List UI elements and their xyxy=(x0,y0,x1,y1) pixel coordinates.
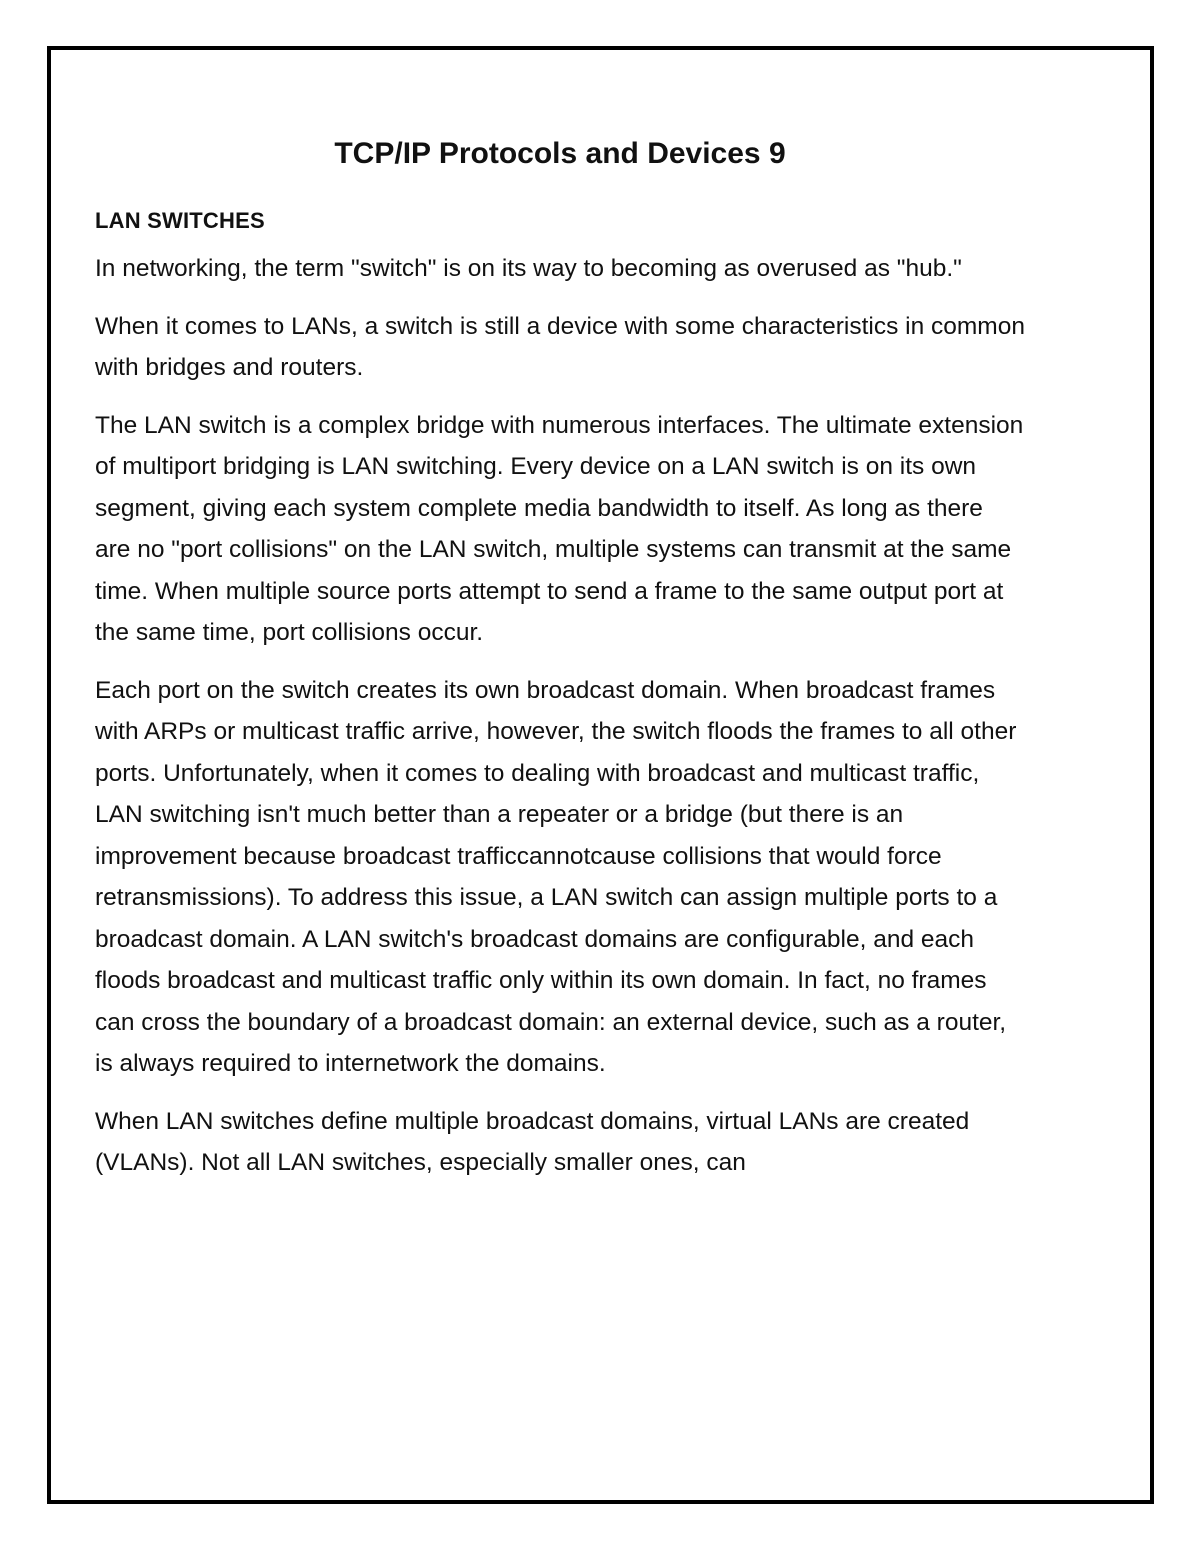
section-heading: LAN SWITCHES xyxy=(95,208,265,233)
paragraph-2: When it comes to LANs, a switch is still a device with some characteristics in common with bridges and routers. xyxy=(95,312,1025,381)
document-body xyxy=(95,132,1025,1200)
page-title: TCP/IP Protocols and Devices 9 xyxy=(334,137,786,170)
paragraph-3: The LAN switch is a complex bridge with numerous interfaces. The ultimate extension of multiport bridging is LAN switching. Every device on a LAN switch is on its own segment, giving each system complete media bandwidth to itself. As long as there are no "port collisions" on the LAN switch, multiple systems can transmit at the same time. When multiple source ports attempt to send a frame to the same output port at the same time, port collisions occur. xyxy=(95,411,1024,646)
paragraph-4: Each port on the switch creates its own broadcast domain. When broadcast frames with ARPs or multicast traffic arrive, however, the switch floods the frames to all other ports. Unfortunately, when it comes to dealing with broadcast and multicast traffic, LAN switching isn't much better than a repeater or a bridge (but there is an improvement because broadcast trafficcannotcause collisions that would force retransmissions). To address this issue, a LAN switch can assign multiple ports to a broadcast domain. A LAN switch's broadcast domains are configurable, and each floods broadcast and multicast traffic only within its own domain. In fact, no frames can cross the boundary of a broadcast domain: an external device, such as a router, is always required to internetwork the domains. xyxy=(95,676,1017,1077)
paragraph-1: In networking, the term "switch" is on its way to becoming as overused as "hub." xyxy=(95,255,962,282)
paragraph-5: When LAN switches define multiple broadcast domains, virtual LANs are created (VLANs). Not all LAN switches, especially smaller ones, can xyxy=(95,1107,970,1176)
